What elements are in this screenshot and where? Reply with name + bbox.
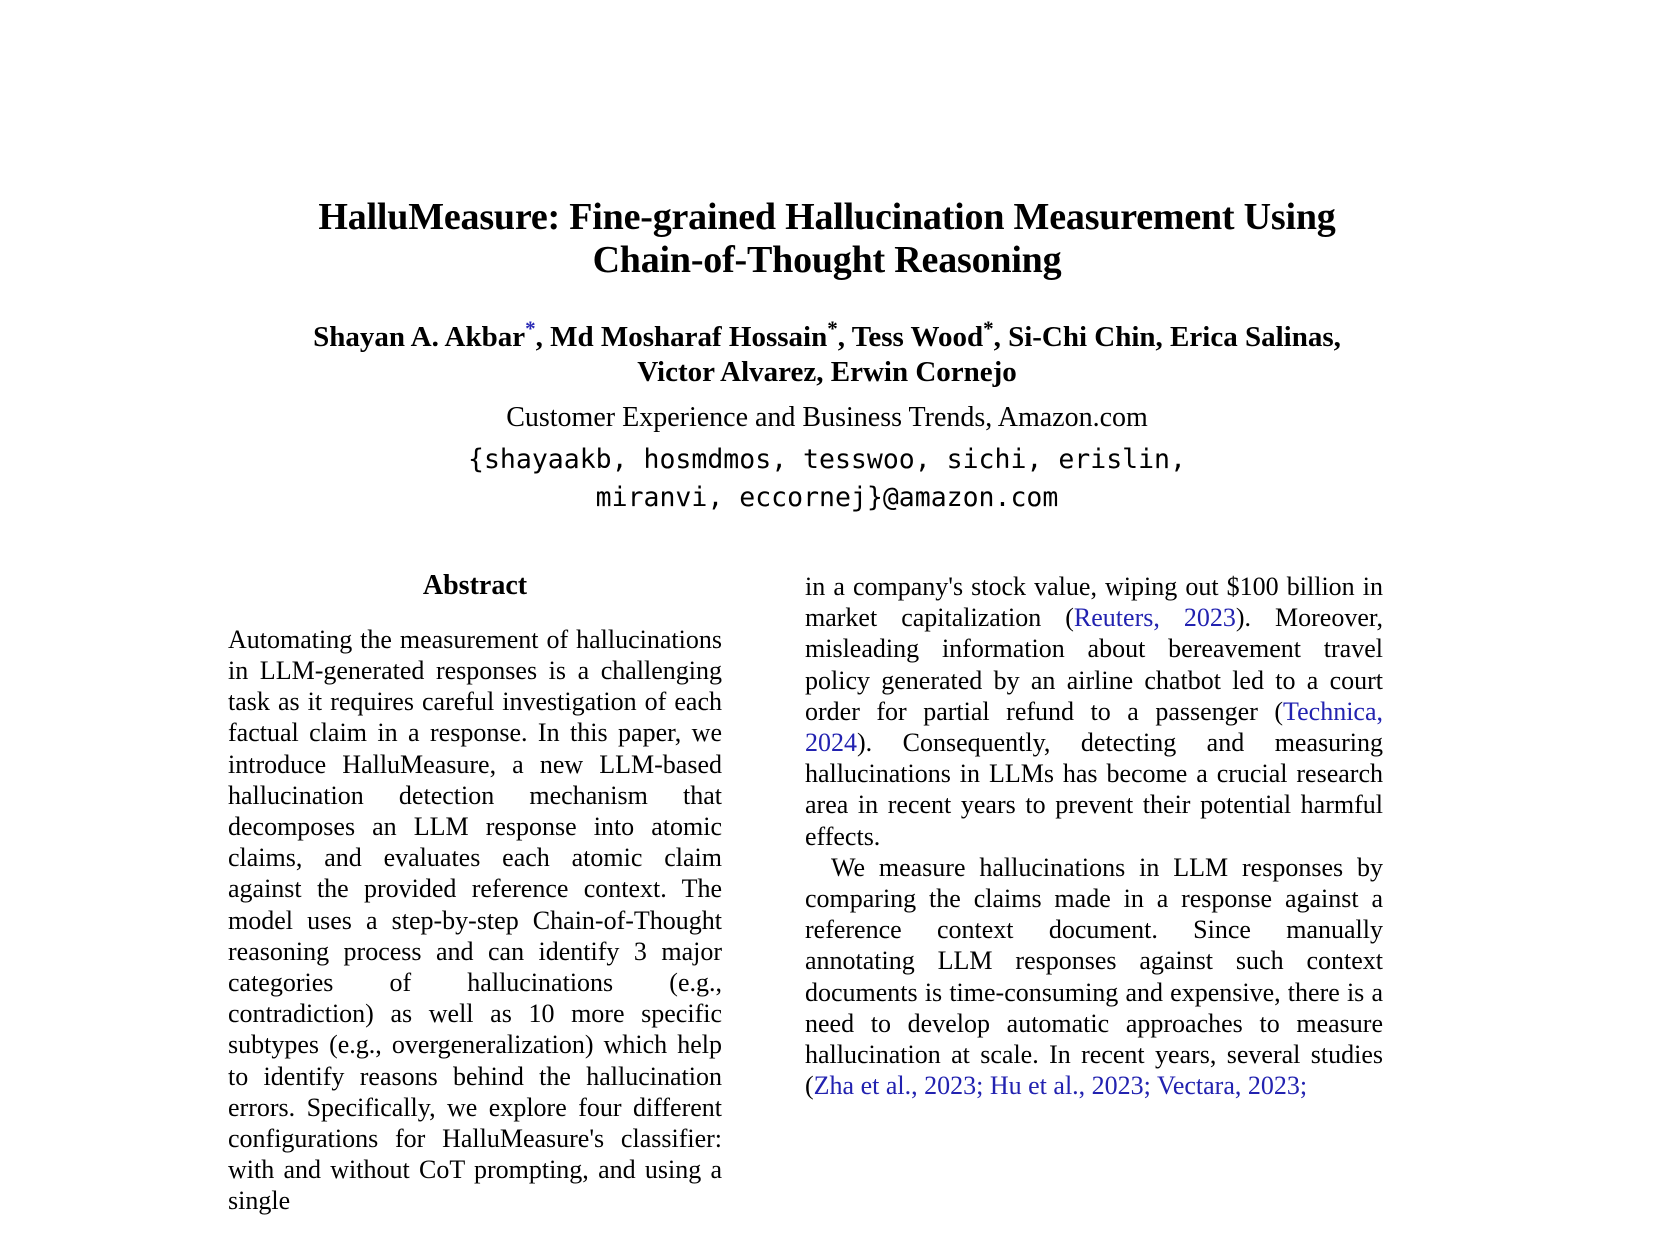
footnote-asterisk-2[interactable]: * xyxy=(827,316,838,341)
citation-reuters-year[interactable]: 2023 xyxy=(1183,603,1236,633)
intro-p1-segment-5: ). Consequently, detecting and measuring hallucinations in LLMs has become a crucial research area in recent years to prevent their potential harmful effects. xyxy=(805,728,1383,851)
title-line-2: Chain-of-Thought Reasoning xyxy=(592,238,1062,281)
page-title xyxy=(228,196,1426,282)
intro-paragraph-1 xyxy=(805,571,1383,852)
citation-technica-year[interactable]: 2024 xyxy=(805,728,857,758)
intro-p1-segment-3: ). Moreover, misleading information about bereavement travel policy generated by an airline chatbot led to a court order for partial refund to a passenger ( xyxy=(805,603,1383,726)
abstract-heading: Abstract xyxy=(422,571,528,601)
footnote-asterisk-1[interactable]: * xyxy=(525,316,536,341)
authors-rest: , Si-Chi Chin, Erica Salinas, xyxy=(993,320,1341,353)
author-shayan-akbar: Shayan A. Akbar xyxy=(313,320,526,353)
affiliation: Customer Experience and Business Trends, Amazon.com xyxy=(506,401,1148,433)
intro-p1-segment-1: in a company's stock value, wiping out $100 billion in market capitalization ( xyxy=(805,572,1383,633)
citation-zha-2023[interactable]: Zha et al., 2023 xyxy=(813,1071,977,1101)
author-tess-wood: , Tess Wood xyxy=(837,320,984,353)
author-block xyxy=(228,316,1426,391)
author-line-2: Victor Alvarez, Erwin Cornejo xyxy=(637,356,1017,389)
intro-paragraph-2 xyxy=(805,852,1383,1102)
title-line-1: HalluMeasure: Fine-grained Hallucination Measurement Using xyxy=(318,196,1336,238)
author-md-mosharaf-hossain: , Md Mosharaf Hossain xyxy=(535,320,828,353)
body-columns xyxy=(228,571,1426,1241)
intro-p1-segment-2: , xyxy=(1153,603,1184,633)
email-block xyxy=(228,441,1426,516)
intro-p2-segment-2: ; xyxy=(976,1071,990,1101)
citation-vectara-2023[interactable]: Vectara, 2023 xyxy=(1156,1071,1300,1101)
citation-reuters[interactable]: Reuters xyxy=(1073,603,1154,633)
intro-p2-segment-3: ; xyxy=(1143,1071,1157,1101)
email-line-2[interactable]: miranvi, eccornej}@amazon.com xyxy=(595,481,1059,513)
right-column xyxy=(805,571,1383,1241)
intro-p2-segment-1: We measure hallucinations in LLM responses by comparing the claims made in a response against a reference context document. Since manually annotating LLM responses against such context documents is time-consuming and expensive, there is a need to develop automatic approaches to measure hallucination at scale. In recent years, several studies ( xyxy=(805,852,1383,1101)
citation-technica[interactable]: Technica xyxy=(1283,696,1377,726)
footnote-asterisk-3[interactable]: * xyxy=(983,316,994,341)
left-column xyxy=(228,571,722,1241)
citation-hu-2023[interactable]: Hu et al., 2023 xyxy=(989,1071,1144,1101)
intro-p2-segment-4: ; xyxy=(1299,1071,1308,1101)
title-block xyxy=(228,0,1426,516)
author-line-1 xyxy=(228,316,1426,355)
intro-p1-segment-4: , xyxy=(1376,696,1383,726)
email-line-1[interactable]: {shayaakb, hosmdmos, tesswoo, sichi, erislin, xyxy=(468,444,1186,476)
abstract-text: Automating the measurement of hallucinations in LLM-generated responses is a challenging task as it requires careful investigation of each factual claim in a response. In this paper, we introduce HalluMeasure, a new LLM-based hallucination detection mechanism that decomposes an LLM response into atomic claims, and evaluates each atomic claim against the provided reference context. The model uses a step-by-step Chain-of-Thought reasoning process and can identify 3 major categories of hallucinations (e.g., contradiction) as well as 10 more specific subtypes (e.g., overgeneralization) which help to identify reasons behind the hallucination errors. Specifically, we explore four different configurations for HalluMeasure's classifier: with and without CoT prompting, and using a single xyxy=(228,624,722,1216)
